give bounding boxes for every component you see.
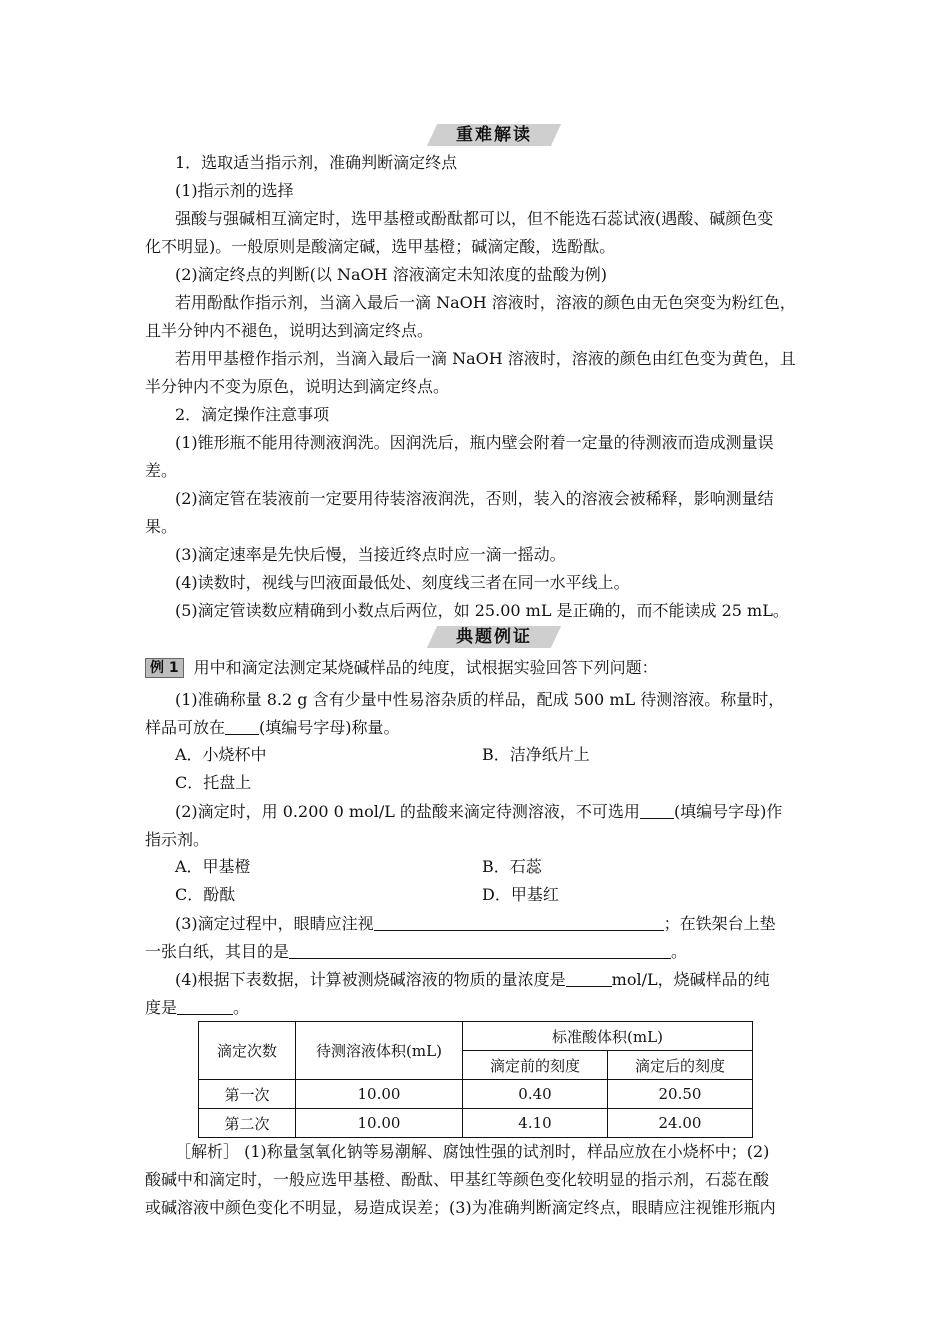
example-intro xyxy=(145,658,658,678)
paragraph-line: 强酸与强碱相互滴定时，选甲基橙或酚酞都可以，但不能选石蕊试液(遇酸、碱颜色变 xyxy=(175,209,774,228)
table-row xyxy=(199,1109,753,1138)
section-banner-key-points xyxy=(432,124,556,146)
paragraph-line: 半分钟内不变为原色，说明达到滴定终点。 xyxy=(145,377,450,396)
question-line: 样品可放在 (填编号字母)称量。 xyxy=(145,718,400,737)
paragraph-line: (3)滴定速率是先快后慢，当接近终点时应一滴一摇动。 xyxy=(175,545,566,564)
table-header-before: 滴定前的刻度 xyxy=(463,1051,608,1080)
paragraph-line: (2)滴定终点的判断(以 NaOH 溶液滴定未知浓度的盐酸为例) xyxy=(175,265,607,284)
option-d: D．甲基红 xyxy=(482,885,559,904)
analysis-line: 酸碱中和滴定时，一般应选甲基橙、酚酞、甲基红等颜色变化较明显的指示剂，石蕊在酸 xyxy=(145,1170,770,1189)
table-cell: 0.40 xyxy=(463,1080,608,1109)
table-cell: 第二次 xyxy=(199,1109,296,1138)
example-label: 例 1 xyxy=(145,658,184,678)
option-c: C．托盘上 xyxy=(175,773,252,792)
option-c: C．酚酞 xyxy=(175,885,236,904)
answer-blank xyxy=(177,999,233,1015)
table-header-sample-volume: 待测溶液体积(mL) xyxy=(296,1022,463,1080)
paragraph-line: 化不明显)。一般原则是酸滴定碱，选甲基橙；碱滴定酸，选酚酞。 xyxy=(145,237,616,256)
table-cell: 20.50 xyxy=(608,1080,753,1109)
titration-data-table xyxy=(198,1021,753,1138)
paragraph-line: 若用甲基橙作指示剂，当滴入最后一滴 NaOH 溶液时，溶液的颜色由红色变为黄色，且 xyxy=(175,349,796,368)
question-line: 指示剂。 xyxy=(145,830,210,849)
answer-blank xyxy=(640,803,674,819)
table-header-standard-acid: 标准酸体积(mL) xyxy=(463,1022,753,1051)
table-cell: 10.00 xyxy=(296,1109,463,1138)
table-cell: 第一次 xyxy=(199,1080,296,1109)
table-cell: 24.00 xyxy=(608,1109,753,1138)
table-row xyxy=(199,1080,753,1109)
section-title: 典题例证 xyxy=(456,627,532,647)
paragraph-line: 若用酚酞作指示剂，当滴入最后一滴 NaOH 溶液时，溶液的颜色由无色突变为粉红色， xyxy=(175,293,796,312)
question-line: (3)滴定过程中，眼睛应注视 ；在铁架台上垫 xyxy=(175,914,776,933)
question-line: (2)滴定时，用 0.200 0 mol/L 的盐酸来滴定待测溶液，不可选用 (填编号字母)作 xyxy=(175,802,783,821)
paragraph-line: 2．滴定操作注意事项 xyxy=(175,405,330,424)
option-b: B．石蕊 xyxy=(482,857,542,876)
paragraph-line: (1)指示剂的选择 xyxy=(175,181,294,200)
question-line: (4)根据下表数据，计算被测烧碱溶液的物质的量浓度是 mol/L，烧碱样品的纯 xyxy=(175,970,770,989)
table-cell: 4.10 xyxy=(463,1109,608,1138)
answer-blank xyxy=(225,719,259,735)
table-header-after: 滴定后的刻度 xyxy=(608,1051,753,1080)
section-banner-examples xyxy=(432,626,556,648)
analysis-line: ［解析］ (1)称量氢氧化钠等易潮解、腐蚀性强的试剂时，样品应放在小烧杯中；(2) xyxy=(175,1142,770,1161)
answer-blank xyxy=(289,943,671,959)
section-title: 重难解读 xyxy=(456,125,532,145)
question-line: 一张白纸，其目的是 。 xyxy=(145,942,688,961)
paragraph-line: 差。 xyxy=(145,461,178,480)
analysis-line: 或碱溶液中颜色变化不明显，易造成误差；(3)为准确判断滴定终点，眼睛应注视锥形瓶内 xyxy=(145,1198,776,1217)
answer-blank xyxy=(566,971,612,987)
question-line: 度是 。 xyxy=(145,998,250,1017)
example-intro-text: 用中和滴定法测定某烧碱样品的纯度，试根据实验回答下列问题： xyxy=(193,658,658,677)
paragraph-line: (5)滴定管读数应精确到小数点后两位，如 25.00 mL 是正确的，而不能读成 25 mL。 xyxy=(175,601,789,620)
paragraph-line: 果。 xyxy=(145,517,178,536)
paragraph-line: (2)滴定管在装液前一定要用待装溶液润洗，否则，装入的溶液会被稀释，影响测量结 xyxy=(175,489,774,508)
paragraph-line: 且半分钟内不褪色，说明达到滴定终点。 xyxy=(145,321,434,340)
option-a: A．小烧杯中 xyxy=(175,745,267,764)
question-line: (1)准确称量 8.2 g 含有少量中性易溶杂质的样品，配成 500 mL 待测溶液。称量时， xyxy=(175,690,785,709)
paragraph-line: (1)锥形瓶不能用待测液润洗。因润洗后，瓶内壁会附着一定量的待测液而造成测量误 xyxy=(175,433,774,452)
option-a: A．甲基橙 xyxy=(175,857,251,876)
table-cell: 10.00 xyxy=(296,1080,463,1109)
option-b: B．洁净纸片上 xyxy=(482,745,590,764)
paragraph-line: 1．选取适当指示剂，准确判断滴定终点 xyxy=(175,153,458,172)
paragraph-line: (4)读数时，视线与凹液面最低处、刻度线三者在同一水平线上。 xyxy=(175,573,630,592)
table-header-trial: 滴定次数 xyxy=(199,1022,296,1080)
answer-blank xyxy=(374,915,664,931)
